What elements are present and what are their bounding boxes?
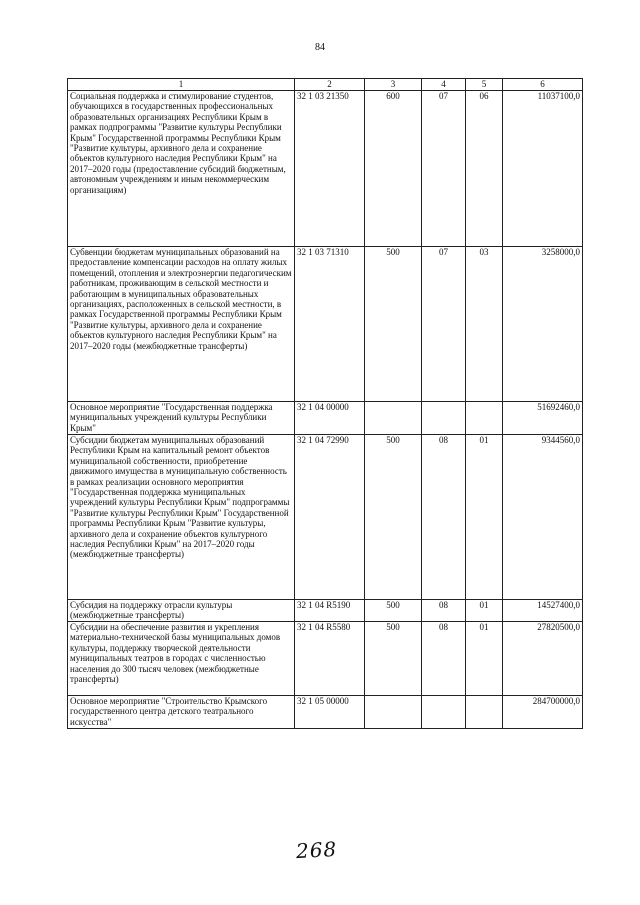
target-article-cell: 32 1 03 71310 <box>295 247 365 402</box>
subsection-cell: 01 <box>466 600 503 622</box>
row-name-cell: Основное мероприятие "Государственная поддержка муниципальных учреждений культуры Республики Крым" <box>68 402 295 435</box>
column-header: 4 <box>422 79 466 91</box>
row-name-cell: Субвенции бюджетам муниципальных образований на предоставление компенсации расходов на оплату жилых помещений, отопления и электроэнергии педагогическим работникам, проживающим в сельской местности и работающим в муниципальных образовательных организациях, расположенных в сельской местности, в рамках Государственной программы Республики Крым "Развитие культуры, архивного дела и сохранение объектов культурного наследия Республики Крым" на 2017–2020 годы (межбюджетные трансферты) <box>68 247 295 402</box>
section-cell: 08 <box>422 435 466 600</box>
subsection-cell: 03 <box>466 247 503 402</box>
row-name-cell: Субсидия на поддержку отрасли культуры (межбюджетные трансферты) <box>68 600 295 622</box>
amount-cell: 14527400,0 <box>503 600 583 622</box>
amount-cell: 3258000,0 <box>503 247 583 402</box>
target-article-cell: 32 1 04 R5580 <box>295 622 365 696</box>
section-cell: 07 <box>422 91 466 247</box>
amount-cell: 284700000,0 <box>503 696 583 729</box>
table-row <box>68 247 583 402</box>
amount-cell: 51692460,0 <box>503 402 583 435</box>
table-row <box>68 622 583 696</box>
page-number: 84 <box>315 42 325 53</box>
row-name-cell: Субсидии на обеспечение развития и укрепления материально-технической базы муниципальных домов культуры, поддержку творческой деятельности муниципальных театров в городах с численностью населения до 300 тысяч человек (межбюджетные трансферты) <box>68 622 295 696</box>
row-name-cell: Субсидии бюджетам муниципальных образований Республики Крым на капитальный ремонт объектов муниципальной собственности, приобретение движимого имущества в муниципальную собственность в рамках реализации основного мероприятия "Государственная поддержка муниципальных учреждений культуры Республики Крым" подпрограммы "Развитие культуры Республики Крым" Государственной программы Республики Крым "Развитие культуры, архивного дела и сохранение объектов культурного наследия Республики Крым" на 2017–2020 годы (межбюджетные трансферты) <box>68 435 295 600</box>
section-cell: 08 <box>422 622 466 696</box>
expense-type-cell: 600 <box>365 91 422 247</box>
table-header-row <box>68 79 583 91</box>
column-header: 6 <box>503 79 583 91</box>
amount-cell: 27820500,0 <box>503 622 583 696</box>
section-cell <box>422 402 466 435</box>
row-name-cell: Социальная поддержка и стимулирование студентов, обучающихся в государственных профессиональных образовательных организациях Республики Крым в рамках подпрограммы "Развитие культуры Республики Крым" Государственной программы Республики Крым "Развитие культуры, архивного дела и сохранение объектов культурного наследия Республики Крым" на 2017–2020 годы (предоставление субсидий бюджетным, автономным учреждениям и иным некоммерческим организациям) <box>68 91 295 247</box>
budget-table <box>67 78 583 729</box>
section-cell: 07 <box>422 247 466 402</box>
row-name-cell: Основное мероприятие "Строительство Крымского государственного центра детского театрального искусства" <box>68 696 295 729</box>
target-article-cell: 32 1 03 21350 <box>295 91 365 247</box>
column-header: 1 <box>68 79 295 91</box>
target-article-cell: 32 1 04 00000 <box>295 402 365 435</box>
table-row <box>68 600 583 622</box>
expense-type-cell <box>365 696 422 729</box>
subsection-cell: 06 <box>466 91 503 247</box>
table-row <box>68 402 583 435</box>
column-header: 5 <box>466 79 503 91</box>
table-row <box>68 696 583 729</box>
column-header: 2 <box>295 79 365 91</box>
expense-type-cell: 500 <box>365 247 422 402</box>
subsection-cell <box>466 696 503 729</box>
table-row <box>68 91 583 247</box>
target-article-cell: 32 1 05 00000 <box>295 696 365 729</box>
amount-cell: 9344560,0 <box>503 435 583 600</box>
amount-cell: 11037100,0 <box>503 91 583 247</box>
section-cell: 08 <box>422 600 466 622</box>
expense-type-cell: 500 <box>365 435 422 600</box>
target-article-cell: 32 1 04 72990 <box>295 435 365 600</box>
target-article-cell: 32 1 04 R5190 <box>295 600 365 622</box>
subsection-cell: 01 <box>466 435 503 600</box>
column-header: 3 <box>365 79 422 91</box>
expense-type-cell <box>365 402 422 435</box>
expense-type-cell: 500 <box>365 600 422 622</box>
expense-type-cell: 500 <box>365 622 422 696</box>
subsection-cell <box>466 402 503 435</box>
subsection-cell: 01 <box>466 622 503 696</box>
handwritten-page-stamp: 268 <box>295 836 338 864</box>
section-cell <box>422 696 466 729</box>
table-row <box>68 435 583 600</box>
